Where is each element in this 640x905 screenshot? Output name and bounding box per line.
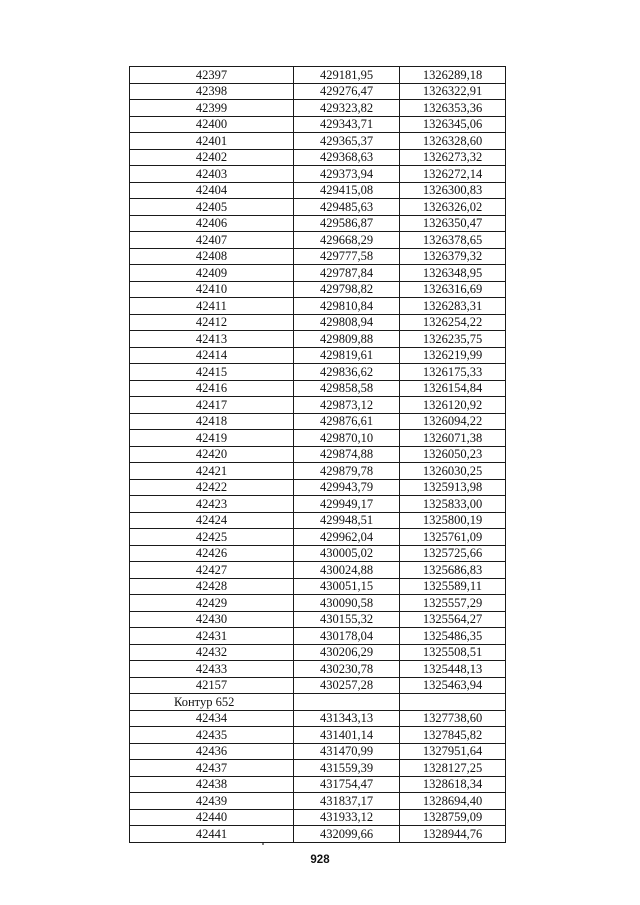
table-row <box>130 760 506 777</box>
point-number-cell: 42415 <box>130 364 294 381</box>
x-coordinate-cell: 430230,78 <box>294 661 400 678</box>
point-number-cell: 42439 <box>130 793 294 810</box>
y-coordinate-cell: 1328127,25 <box>400 760 506 777</box>
y-coordinate-cell: 1326154,84 <box>400 380 506 397</box>
y-coordinate-cell: 1326094,22 <box>400 413 506 430</box>
y-coordinate-cell: 1326283,31 <box>400 298 506 315</box>
y-coordinate-cell: 1327951,64 <box>400 743 506 760</box>
y-coordinate-cell: 1326348,95 <box>400 265 506 282</box>
table-row <box>130 628 506 645</box>
x-coordinate-cell: 429810,84 <box>294 298 400 315</box>
point-number-cell: 42426 <box>130 545 294 562</box>
table-row <box>130 281 506 298</box>
y-coordinate-cell: 1325564,27 <box>400 611 506 628</box>
point-number-cell: 42402 <box>130 149 294 166</box>
y-coordinate-cell: 1325800,19 <box>400 512 506 529</box>
x-coordinate-cell: 429787,84 <box>294 265 400 282</box>
point-number-cell: 42436 <box>130 743 294 760</box>
table-row <box>130 743 506 760</box>
table-row <box>130 512 506 529</box>
x-coordinate-cell: 429858,58 <box>294 380 400 397</box>
table-row <box>130 347 506 364</box>
point-number-cell: 42399 <box>130 100 294 117</box>
table-row <box>130 727 506 744</box>
x-coordinate-cell: 429962,04 <box>294 529 400 546</box>
y-coordinate-cell: 1326300,83 <box>400 182 506 199</box>
x-coordinate-cell: 429343,71 <box>294 116 400 133</box>
y-coordinate-cell: 1326379,32 <box>400 248 506 265</box>
y-coordinate-cell: 1326345,06 <box>400 116 506 133</box>
x-coordinate-cell: 430155,32 <box>294 611 400 628</box>
table-row <box>130 331 506 348</box>
y-coordinate-cell: 1326326,02 <box>400 199 506 216</box>
section-row <box>130 694 506 711</box>
point-number-cell: 42401 <box>130 133 294 150</box>
point-number-cell: 42433 <box>130 661 294 678</box>
table-row <box>130 182 506 199</box>
table-row <box>130 809 506 826</box>
point-number-cell: 42416 <box>130 380 294 397</box>
point-number-cell: 42437 <box>130 760 294 777</box>
point-number-cell: 42414 <box>130 347 294 364</box>
table-row <box>130 397 506 414</box>
table-row <box>130 166 506 183</box>
point-number-cell: 42398 <box>130 83 294 100</box>
table-row <box>130 100 506 117</box>
table-row <box>130 413 506 430</box>
table-row <box>130 83 506 100</box>
table-row <box>130 314 506 331</box>
y-coordinate-cell: 1325557,29 <box>400 595 506 612</box>
y-coordinate-cell: 1326219,99 <box>400 347 506 364</box>
table-row <box>130 215 506 232</box>
y-coordinate-cell: 1325725,66 <box>400 545 506 562</box>
x-coordinate-cell: 430178,04 <box>294 628 400 645</box>
point-number-cell: 42409 <box>130 265 294 282</box>
scan-speck <box>262 843 264 845</box>
y-coordinate-cell: 1326071,38 <box>400 430 506 447</box>
x-coordinate-cell: 429949,17 <box>294 496 400 513</box>
x-coordinate-cell: 429873,12 <box>294 397 400 414</box>
x-coordinate-cell: 429373,94 <box>294 166 400 183</box>
x-coordinate-cell: 429485,63 <box>294 199 400 216</box>
x-coordinate-cell: 431837,17 <box>294 793 400 810</box>
empty-cell <box>400 694 506 711</box>
y-coordinate-cell: 1327738,60 <box>400 710 506 727</box>
x-coordinate-cell: 431470,99 <box>294 743 400 760</box>
section-label: Контур 652 <box>130 694 294 711</box>
y-coordinate-cell: 1326254,22 <box>400 314 506 331</box>
table-row <box>130 644 506 661</box>
x-coordinate-cell: 431754,47 <box>294 776 400 793</box>
page-number: 928 <box>310 854 330 866</box>
y-coordinate-cell: 1328944,76 <box>400 826 506 843</box>
table-row <box>130 298 506 315</box>
x-coordinate-cell: 429870,10 <box>294 430 400 447</box>
y-coordinate-cell: 1326350,47 <box>400 215 506 232</box>
x-coordinate-cell: 429365,37 <box>294 133 400 150</box>
y-coordinate-cell: 1326316,69 <box>400 281 506 298</box>
point-number-cell: 42438 <box>130 776 294 793</box>
x-coordinate-cell: 429809,88 <box>294 331 400 348</box>
point-number-cell: 42400 <box>130 116 294 133</box>
point-number-cell: 42422 <box>130 479 294 496</box>
point-number-cell: 42440 <box>130 809 294 826</box>
x-coordinate-cell: 429586,87 <box>294 215 400 232</box>
point-number-cell: 42397 <box>130 67 294 84</box>
table-row <box>130 380 506 397</box>
point-number-cell: 42432 <box>130 644 294 661</box>
x-coordinate-cell: 429777,58 <box>294 248 400 265</box>
table-row <box>130 133 506 150</box>
x-coordinate-cell: 429415,08 <box>294 182 400 199</box>
y-coordinate-cell: 1326235,75 <box>400 331 506 348</box>
y-coordinate-cell: 1326322,91 <box>400 83 506 100</box>
table-row <box>130 463 506 480</box>
point-number-cell: 42407 <box>130 232 294 249</box>
table-row <box>130 430 506 447</box>
table-row <box>130 826 506 843</box>
y-coordinate-cell: 1326175,33 <box>400 364 506 381</box>
table-row <box>130 232 506 249</box>
y-coordinate-cell: 1325913,98 <box>400 479 506 496</box>
x-coordinate-cell: 430090,58 <box>294 595 400 612</box>
y-coordinate-cell: 1325463,94 <box>400 677 506 694</box>
x-coordinate-cell: 429836,62 <box>294 364 400 381</box>
x-coordinate-cell: 429323,82 <box>294 100 400 117</box>
x-coordinate-cell: 429876,61 <box>294 413 400 430</box>
point-number-cell: 42425 <box>130 529 294 546</box>
table-row <box>130 67 506 84</box>
table-row <box>130 496 506 513</box>
table-row <box>130 479 506 496</box>
point-number-cell: 42435 <box>130 727 294 744</box>
y-coordinate-cell: 1326272,14 <box>400 166 506 183</box>
x-coordinate-cell: 429276,47 <box>294 83 400 100</box>
x-coordinate-cell: 429874,88 <box>294 446 400 463</box>
y-coordinate-cell: 1325686,83 <box>400 562 506 579</box>
point-number-cell: 42429 <box>130 595 294 612</box>
table-row <box>130 116 506 133</box>
point-number-cell: 42406 <box>130 215 294 232</box>
y-coordinate-cell: 1328618,34 <box>400 776 506 793</box>
point-number-cell: 42412 <box>130 314 294 331</box>
x-coordinate-cell: 429943,79 <box>294 479 400 496</box>
y-coordinate-cell: 1326289,18 <box>400 67 506 84</box>
x-coordinate-cell: 429181,95 <box>294 67 400 84</box>
table-row <box>130 562 506 579</box>
x-coordinate-cell: 429668,29 <box>294 232 400 249</box>
x-coordinate-cell: 429368,63 <box>294 149 400 166</box>
y-coordinate-cell: 1325761,09 <box>400 529 506 546</box>
y-coordinate-cell: 1326353,36 <box>400 100 506 117</box>
x-coordinate-cell: 432099,66 <box>294 826 400 843</box>
y-coordinate-cell: 1326120,92 <box>400 397 506 414</box>
point-number-cell: 42408 <box>130 248 294 265</box>
coordinates-table-body <box>130 67 506 843</box>
point-number-cell: 42405 <box>130 199 294 216</box>
x-coordinate-cell: 430051,15 <box>294 578 400 595</box>
x-coordinate-cell: 430257,28 <box>294 677 400 694</box>
table-row <box>130 661 506 678</box>
point-number-cell: 42431 <box>130 628 294 645</box>
table-row <box>130 677 506 694</box>
empty-cell <box>294 694 400 711</box>
table-row <box>130 199 506 216</box>
table-row <box>130 793 506 810</box>
y-coordinate-cell: 1328759,09 <box>400 809 506 826</box>
x-coordinate-cell: 430024,88 <box>294 562 400 579</box>
table-row <box>130 611 506 628</box>
x-coordinate-cell: 431401,14 <box>294 727 400 744</box>
point-number-cell: 42420 <box>130 446 294 463</box>
x-coordinate-cell: 429819,61 <box>294 347 400 364</box>
point-number-cell: 42421 <box>130 463 294 480</box>
y-coordinate-cell: 1326050,23 <box>400 446 506 463</box>
point-number-cell: 42423 <box>130 496 294 513</box>
table-row <box>130 265 506 282</box>
point-number-cell: 42410 <box>130 281 294 298</box>
x-coordinate-cell: 431559,39 <box>294 760 400 777</box>
point-number-cell: 42427 <box>130 562 294 579</box>
coordinates-table <box>129 66 506 843</box>
y-coordinate-cell: 1326328,60 <box>400 133 506 150</box>
x-coordinate-cell: 429879,78 <box>294 463 400 480</box>
point-number-cell: 42424 <box>130 512 294 529</box>
table-row <box>130 710 506 727</box>
table-row <box>130 578 506 595</box>
y-coordinate-cell: 1325508,51 <box>400 644 506 661</box>
point-number-cell: 42411 <box>130 298 294 315</box>
point-number-cell: 42413 <box>130 331 294 348</box>
x-coordinate-cell: 430005,02 <box>294 545 400 562</box>
table-row <box>130 595 506 612</box>
point-number-cell: 42419 <box>130 430 294 447</box>
x-coordinate-cell: 430206,29 <box>294 644 400 661</box>
y-coordinate-cell: 1327845,82 <box>400 727 506 744</box>
y-coordinate-cell: 1326273,32 <box>400 149 506 166</box>
point-number-cell: 42417 <box>130 397 294 414</box>
x-coordinate-cell: 429808,94 <box>294 314 400 331</box>
x-coordinate-cell: 429948,51 <box>294 512 400 529</box>
x-coordinate-cell: 429798,82 <box>294 281 400 298</box>
point-number-cell: 42434 <box>130 710 294 727</box>
table-row <box>130 545 506 562</box>
y-coordinate-cell: 1326378,65 <box>400 232 506 249</box>
y-coordinate-cell: 1325486,35 <box>400 628 506 645</box>
y-coordinate-cell: 1328694,40 <box>400 793 506 810</box>
table-row <box>130 529 506 546</box>
table-row <box>130 364 506 381</box>
point-number-cell: 42430 <box>130 611 294 628</box>
table-row <box>130 149 506 166</box>
x-coordinate-cell: 431343,13 <box>294 710 400 727</box>
point-number-cell: 42428 <box>130 578 294 595</box>
point-number-cell: 42403 <box>130 166 294 183</box>
y-coordinate-cell: 1326030,25 <box>400 463 506 480</box>
y-coordinate-cell: 1325589,11 <box>400 578 506 595</box>
y-coordinate-cell: 1325448,13 <box>400 661 506 678</box>
y-coordinate-cell: 1325833,00 <box>400 496 506 513</box>
point-number-cell: 42157 <box>130 677 294 694</box>
point-number-cell: 42404 <box>130 182 294 199</box>
point-number-cell: 42441 <box>130 826 294 843</box>
table-row <box>130 248 506 265</box>
point-number-cell: 42418 <box>130 413 294 430</box>
table-row <box>130 446 506 463</box>
table-row <box>130 776 506 793</box>
x-coordinate-cell: 431933,12 <box>294 809 400 826</box>
